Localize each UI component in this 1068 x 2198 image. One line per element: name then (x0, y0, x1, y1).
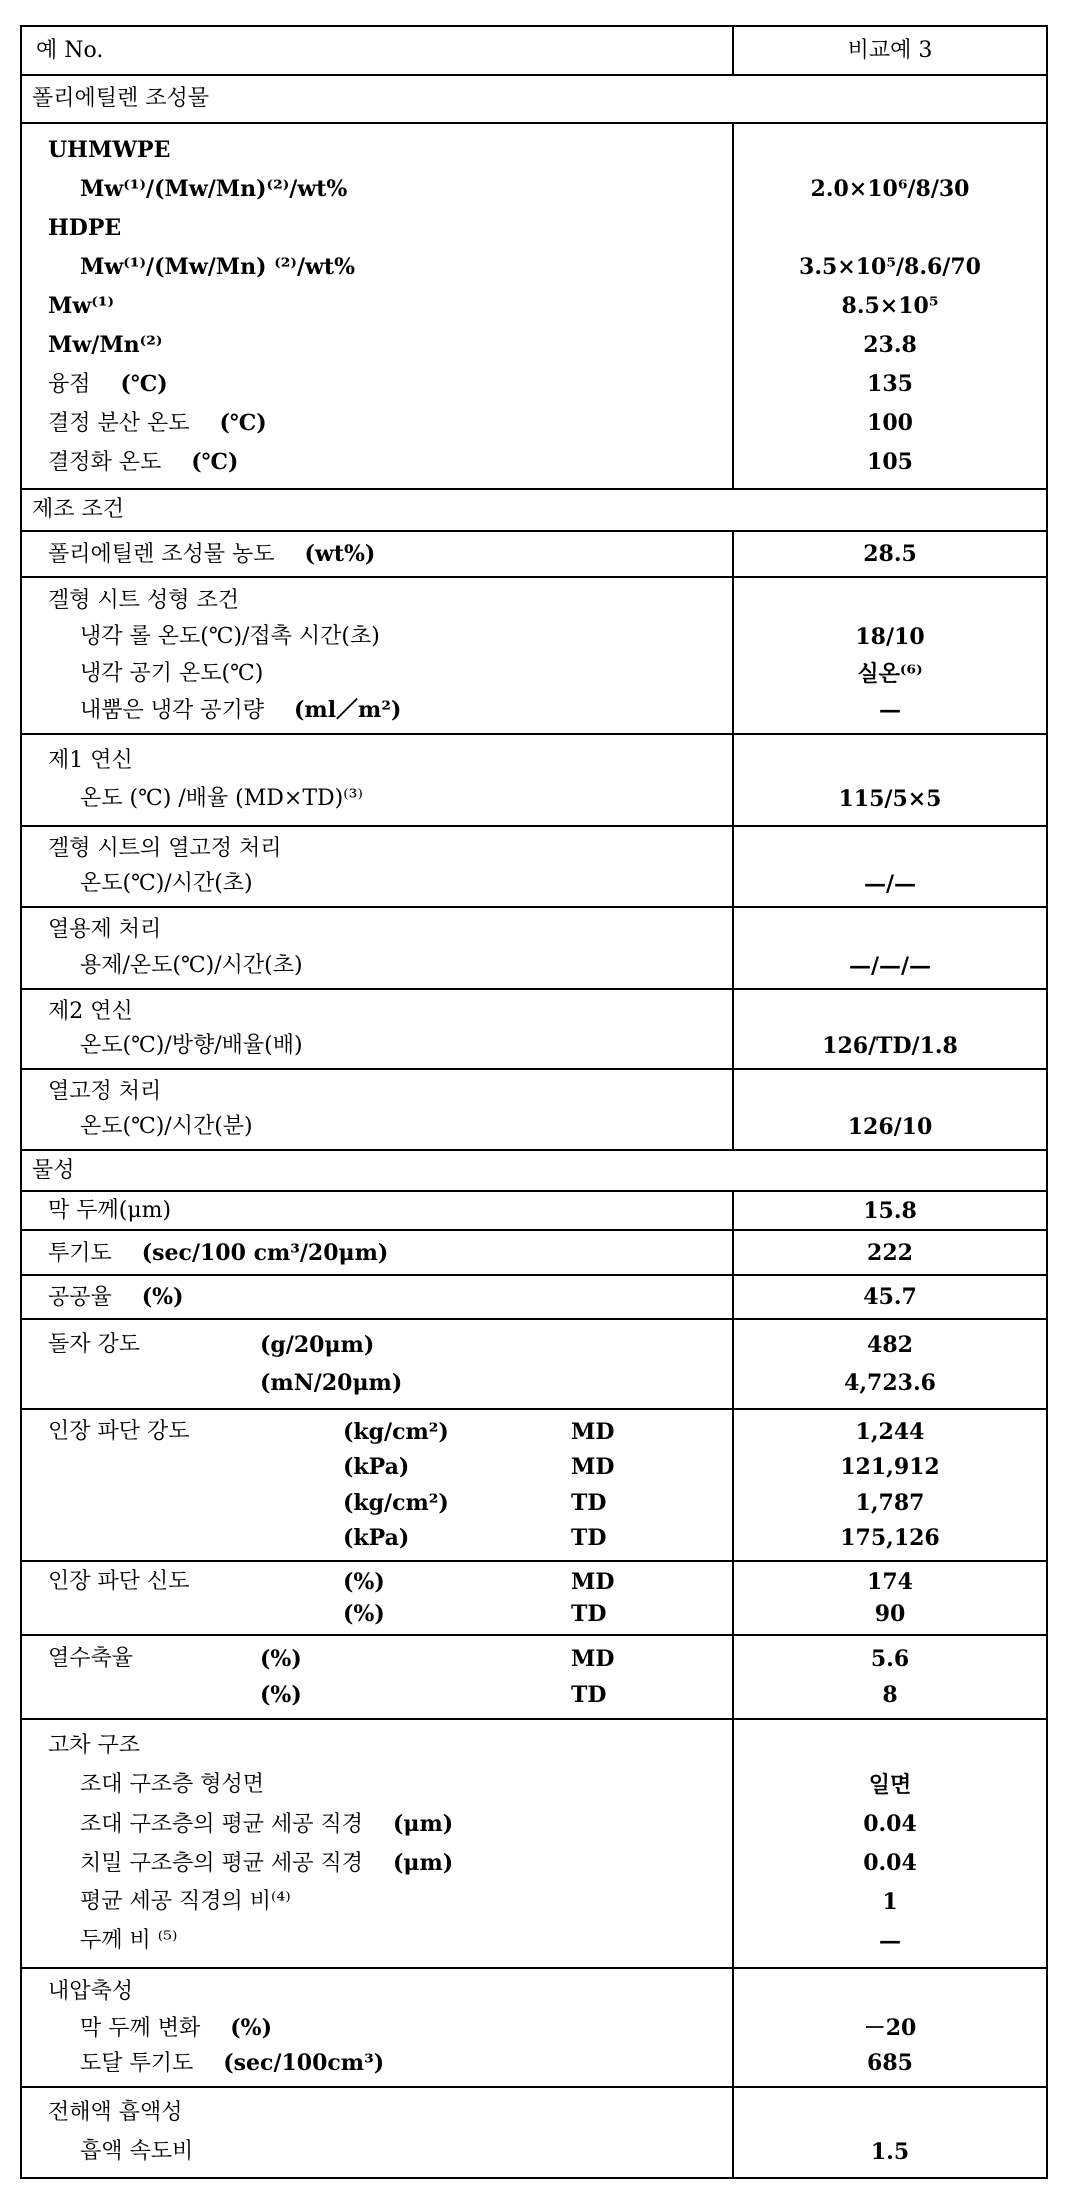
row-label-line (22, 1523, 732, 1553)
value-cell (734, 2088, 1046, 2177)
row-label: 냉각 롤 온도(℃)/접촉 시간(초) (80, 624, 380, 649)
value-cell (734, 1070, 1046, 1149)
row-label: Mw⁽¹⁾/(Mw/Mn) ⁽²⁾/wt% (80, 254, 355, 280)
direction-label: TD (571, 1523, 606, 1553)
table-row (22, 1410, 1046, 1562)
label-cell (22, 2088, 734, 2177)
row-value: 18/10 (855, 622, 924, 652)
table-row (22, 578, 1046, 735)
row-label-line (22, 1567, 732, 1597)
row-label-line (22, 2137, 732, 2167)
label-cell (22, 990, 734, 1068)
row-label: UHMWPE (48, 137, 170, 163)
row-value: 23.8 (863, 330, 917, 360)
value-cell (734, 1192, 1046, 1229)
row-value: 126/TD/1.8 (822, 1031, 958, 1061)
row-label-line (22, 1330, 732, 1360)
row-label: 온도(℃)/시간(분) (80, 1114, 253, 1139)
value-cell (734, 1231, 1046, 1274)
unit-label: (kg/cm²) (343, 1488, 449, 1518)
unit-label: (g/20μm) (260, 1330, 374, 1360)
unit-label: (kPa) (343, 1452, 409, 1482)
label-cell (22, 124, 734, 488)
row-value: 8 (882, 1680, 897, 1710)
label-cell (22, 532, 734, 576)
label-cell (22, 1320, 734, 1408)
table-row (22, 532, 1046, 578)
unit-label: (wt%) (305, 541, 376, 567)
table-row (22, 1276, 1046, 1320)
row-label: 도달 투기도 (80, 2051, 193, 2076)
row-label: 폴리에틸렌 조성물 농도 (48, 542, 275, 567)
section-row (22, 490, 1046, 532)
row-label-line (22, 834, 732, 864)
row-value: 115/5×5 (838, 784, 941, 814)
row-label-line (22, 997, 732, 1027)
row-label-line (22, 330, 732, 360)
value-cell (734, 827, 1046, 906)
section-title: 제조 조건 (22, 495, 1046, 525)
label-cell (22, 1192, 734, 1229)
unit-label: (%) (260, 1680, 302, 1710)
row-label-line (22, 915, 732, 945)
row-value: 90 (875, 1599, 906, 1629)
row-label: Mw⁽¹⁾ (48, 293, 114, 319)
table-row (22, 990, 1046, 1070)
row-value: 222 (867, 1238, 913, 1268)
value-cell (734, 1562, 1046, 1634)
row-label-line (22, 1417, 732, 1447)
row-value: — (879, 1926, 901, 1956)
row-label-line (22, 695, 732, 725)
label-cell (22, 735, 734, 825)
table-row (22, 1320, 1046, 1410)
row-value: —/—/— (849, 951, 931, 981)
row-label-line (22, 2013, 732, 2043)
table-row (22, 1969, 1046, 2088)
value-cell (734, 1320, 1046, 1408)
row-label-line (22, 1452, 732, 1482)
label-cell (22, 827, 734, 906)
row-label-line (22, 1077, 732, 1107)
direction-label: MD (571, 1567, 614, 1597)
row-label-line (22, 1031, 732, 1061)
table-row (22, 1562, 1046, 1636)
row-value: 121,912 (840, 1452, 940, 1482)
unit-label: (%) (343, 1599, 385, 1629)
value-cell (734, 578, 1046, 733)
unit-label: (sec/100cm³) (223, 2050, 384, 2076)
row-value: 15.8 (863, 1196, 917, 1226)
row-label: 치밀 구조층의 평균 세공 직경 (80, 1851, 363, 1876)
row-label-line (22, 174, 732, 204)
row-label: 열고정 처리 (48, 1079, 161, 1104)
row-label: 결정화 온도 (48, 450, 161, 475)
row-label-line (22, 1809, 732, 1839)
row-label: 겔형 시트의 열고정 처리 (48, 836, 282, 861)
row-label: 겔형 시트 성형 조건 (48, 588, 239, 613)
header-example-no: 예 No. (22, 36, 732, 66)
properties-table (20, 25, 1048, 2179)
row-label: 돌자 강도 (48, 1332, 140, 1357)
row-label-line (22, 1848, 732, 1878)
row-label: 공공율 (48, 1285, 112, 1310)
row-value: 0.04 (863, 1848, 917, 1878)
row-value: 685 (867, 2048, 913, 2078)
direction-label: TD (571, 1599, 606, 1629)
row-value: 482 (867, 1330, 913, 1360)
value-cell (734, 1636, 1046, 1718)
row-value: 126/10 (848, 1112, 933, 1142)
row-label-line (22, 869, 732, 899)
row-value: 45.7 (863, 1282, 917, 1312)
row-label-line (22, 252, 732, 282)
label-cell (22, 1070, 734, 1149)
header-comparative-example: 비교예 3 (848, 36, 933, 66)
row-label: 제2 연신 (48, 999, 133, 1024)
label-cell (22, 578, 734, 733)
row-label-line (22, 1644, 732, 1674)
direction-label: MD (571, 1452, 614, 1482)
value-cell (734, 1720, 1046, 1967)
row-label-line (22, 2098, 732, 2128)
row-label: 고차 구조 (48, 1733, 140, 1758)
row-label-line (22, 951, 732, 981)
row-label-line (22, 659, 732, 689)
row-label-line (22, 1731, 732, 1761)
unit-label: (kPa) (343, 1523, 409, 1553)
row-label: 막 두께(μm) (48, 1198, 171, 1223)
value-cell (734, 1969, 1046, 2086)
section-row (22, 1151, 1046, 1192)
table-row (22, 1231, 1046, 1276)
row-label-line (22, 1887, 732, 1917)
row-label-line (22, 447, 732, 477)
direction-label: MD (571, 1417, 614, 1447)
unit-label: (%) (142, 1284, 184, 1310)
row-value: 8.5×10⁵ (842, 291, 939, 321)
row-label: 온도(℃)/시간(초) (80, 871, 253, 896)
row-label-line (22, 369, 732, 399)
row-label: 내뿜은 냉각 공기량 (80, 698, 264, 723)
row-label: 흡액 속도비 (80, 2139, 193, 2164)
row-label-line (22, 1680, 732, 1710)
row-label-line (22, 746, 732, 776)
row-value: 4,723.6 (844, 1368, 936, 1398)
unit-label: (℃) (220, 410, 267, 436)
label-cell (22, 1231, 734, 1274)
unit-label: (ml／m²) (294, 697, 401, 723)
direction-label: TD (571, 1488, 606, 1518)
row-value: 174 (867, 1567, 913, 1597)
row-label-line (22, 1599, 732, 1629)
row-label: 투기도 (48, 1241, 112, 1266)
row-label: 열용제 처리 (48, 917, 161, 942)
row-label: 열수축율 (48, 1646, 133, 1671)
row-label-line (22, 1368, 732, 1398)
row-label: 인장 파단 신도 (48, 1569, 190, 1594)
row-value: 100 (867, 408, 913, 438)
direction-label: MD (571, 1644, 614, 1674)
row-label-line (22, 1488, 732, 1518)
row-label-line (22, 291, 732, 321)
row-label-line (22, 622, 732, 652)
table-row (22, 124, 1046, 490)
label-cell (22, 1151, 1046, 1190)
row-label: 용제/온도(℃)/시간(초) (80, 953, 303, 978)
unit-label: (μm) (393, 1811, 453, 1837)
label-cell (22, 1636, 734, 1718)
label-cell (22, 76, 1046, 122)
row-value: 3.5×10⁵/8.6/70 (799, 252, 981, 282)
label-cell (22, 490, 1046, 530)
row-label: 평균 세공 직경의 비⁽⁴⁾ (80, 1889, 291, 1914)
section-title: 물성 (22, 1156, 1046, 1186)
row-value: 일면 (869, 1770, 912, 1800)
value-cell (734, 908, 1046, 988)
value-cell (734, 124, 1046, 488)
row-value: 0.04 (863, 1809, 917, 1839)
row-value: 105 (867, 447, 913, 477)
label-cell (22, 908, 734, 988)
header-left-cell (22, 27, 734, 74)
table-row (22, 1720, 1046, 1969)
row-label: 온도(℃)/방향/배율(배) (80, 1033, 303, 1058)
table-row (22, 908, 1046, 990)
label-cell (22, 1720, 734, 1967)
unit-label: (℃) (191, 449, 238, 475)
label-cell (22, 1969, 734, 2086)
row-label: 융점 (48, 372, 91, 397)
row-value: — (879, 695, 901, 725)
label-cell (22, 1562, 734, 1634)
row-label-line (22, 1770, 732, 1800)
row-label-line (22, 1926, 732, 1956)
row-label: 조대 구조층의 평균 세공 직경 (80, 1812, 363, 1837)
row-label: 조대 구조층 형성면 (80, 1772, 264, 1797)
row-label: 내압축성 (48, 1979, 133, 2004)
table-row (22, 1636, 1046, 1720)
value-cell (734, 1276, 1046, 1318)
section-title: 폴리에틸렌 조성물 (22, 84, 1046, 114)
unit-label: (μm) (393, 1850, 453, 1876)
label-cell (22, 1410, 734, 1560)
row-label-line (22, 213, 732, 243)
table-row (22, 1192, 1046, 1231)
row-label-line (22, 586, 732, 616)
row-value: 2.0×10⁶/8/30 (811, 174, 970, 204)
row-label: 결정 분산 온도 (48, 411, 190, 436)
row-label: 인장 파단 강도 (48, 1419, 190, 1444)
unit-label: (%) (343, 1567, 385, 1597)
row-label-line (22, 1112, 732, 1142)
unit-label: (℃) (121, 371, 168, 397)
table-row (22, 827, 1046, 908)
row-label-line (22, 784, 732, 814)
row-label: 제1 연신 (48, 748, 133, 773)
label-cell (22, 1276, 734, 1318)
unit-label: (%) (260, 1644, 302, 1674)
value-cell (734, 532, 1046, 576)
row-label: HDPE (48, 215, 121, 241)
row-value: 175,126 (840, 1523, 940, 1553)
row-label-line (22, 1238, 732, 1268)
row-value: 실온⁽⁶⁾ (857, 659, 922, 689)
row-value: 1.5 (871, 2137, 909, 2167)
row-value: 28.5 (863, 539, 917, 569)
row-label-line (22, 1196, 732, 1226)
row-label: 막 두께 변화 (80, 2016, 200, 2041)
row-label: Mw⁽¹⁾/(Mw/Mn)⁽²⁾/wt% (80, 176, 347, 202)
row-label-line (22, 135, 732, 165)
section-row (22, 76, 1046, 124)
row-value: 1 (882, 1887, 897, 1917)
header-right-cell (734, 27, 1046, 74)
unit-label: (mN/20μm) (260, 1368, 402, 1398)
header-row (22, 27, 1046, 76)
row-label: 냉각 공기 온도(℃) (80, 661, 263, 686)
unit-label: (kg/cm²) (343, 1417, 449, 1447)
direction-label: TD (571, 1680, 606, 1710)
row-label: 온도 (℃) /배율 (MD×TD)⁽³⁾ (80, 786, 363, 811)
row-label-line (22, 408, 732, 438)
value-cell (734, 1410, 1046, 1560)
table-row (22, 1070, 1046, 1151)
row-value: 5.6 (871, 1644, 909, 1674)
row-label: Mw/Mn⁽²⁾ (48, 332, 162, 358)
row-value: 1,244 (856, 1417, 925, 1447)
value-cell (734, 990, 1046, 1068)
row-label-line (22, 1282, 732, 1312)
table-row (22, 2088, 1046, 2177)
row-value: －20 (864, 2013, 917, 2043)
value-cell (734, 735, 1046, 825)
row-label: 두께 비 ⁽⁵⁾ (80, 1928, 177, 1953)
row-value: 1,787 (856, 1488, 925, 1518)
row-value: 135 (867, 369, 913, 399)
unit-label: (%) (230, 2015, 272, 2041)
row-label: 전해액 흡액성 (48, 2100, 183, 2125)
row-value: —/— (864, 869, 916, 899)
row-label-line (22, 1977, 732, 2007)
unit-label: (sec/100 cm³/20μm) (142, 1240, 389, 1266)
table-row (22, 735, 1046, 827)
row-label-line (22, 2048, 732, 2078)
row-label-line (22, 539, 732, 569)
